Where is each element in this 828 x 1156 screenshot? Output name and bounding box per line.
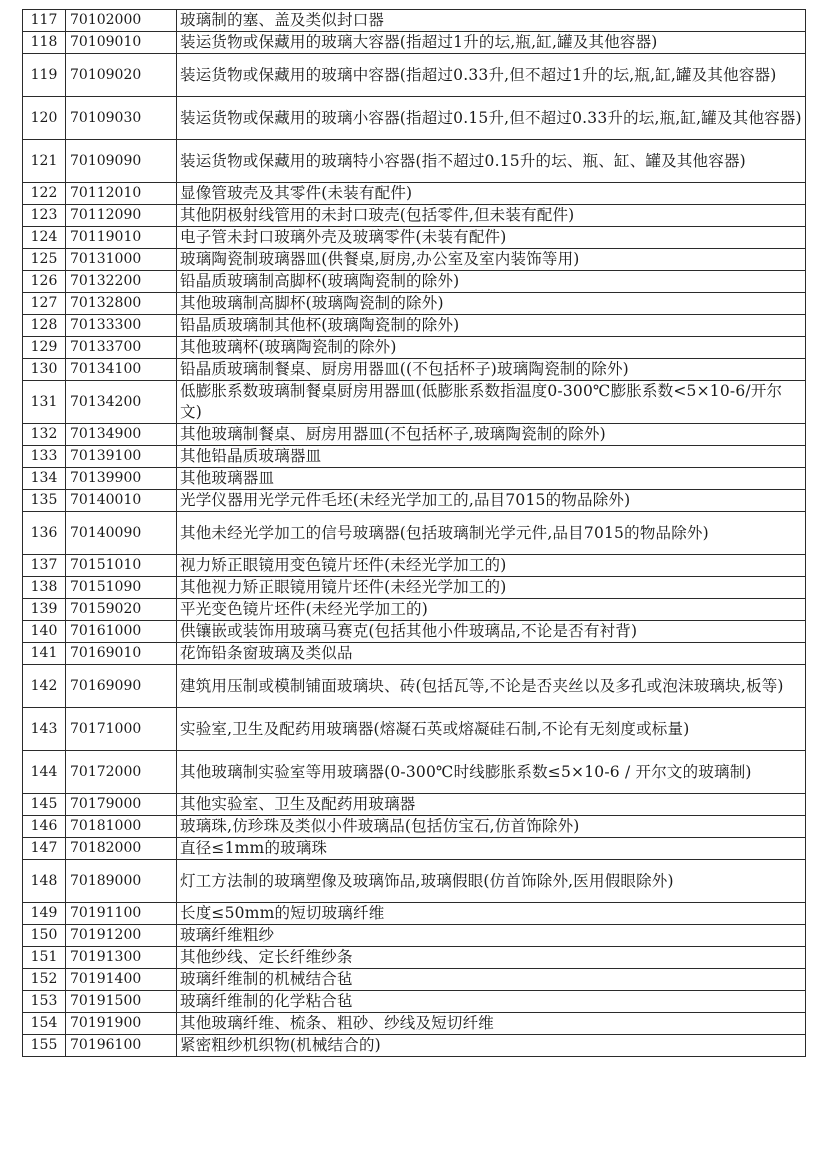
tariff-code-cell: 70139900 <box>66 468 177 490</box>
tariff-code-cell: 70140090 <box>66 512 177 555</box>
tariff-code-cell: 70191200 <box>66 925 177 947</box>
tariff-code-cell: 70191300 <box>66 947 177 969</box>
row-number-cell: 133 <box>23 446 66 468</box>
row-number-cell: 120 <box>23 97 66 140</box>
row-number-cell: 152 <box>23 969 66 991</box>
row-number-cell: 145 <box>23 794 66 816</box>
description-cell: 装运货物或保藏用的玻璃小容器(指超过0.15升,但不超过0.33升的坛,瓶,缸,罐及其他容器) <box>177 97 806 140</box>
description-cell: 平光变色镜片坯件(未经光学加工的) <box>177 599 806 621</box>
tariff-code-cell: 70151010 <box>66 555 177 577</box>
table-row <box>23 794 806 816</box>
table-row <box>23 643 806 665</box>
row-number-cell: 129 <box>23 337 66 359</box>
tariff-code-cell: 70191100 <box>66 903 177 925</box>
table-row <box>23 816 806 838</box>
description-cell: 玻璃纤维制的化学粘合毡 <box>177 991 806 1013</box>
description-cell: 其他纱线、定长纤维纱条 <box>177 947 806 969</box>
row-number-cell: 128 <box>23 315 66 337</box>
table-row <box>23 315 806 337</box>
table-row <box>23 860 806 903</box>
row-number-cell: 124 <box>23 227 66 249</box>
tariff-code-cell: 70134200 <box>66 381 177 424</box>
tariff-code-cell: 70161000 <box>66 621 177 643</box>
tariff-code-cell: 70182000 <box>66 838 177 860</box>
tariff-code-cell: 70109010 <box>66 32 177 54</box>
row-number-cell: 122 <box>23 183 66 205</box>
description-cell: 其他铅晶质玻璃器皿 <box>177 446 806 468</box>
description-cell: 直径≤1mm的玻璃珠 <box>177 838 806 860</box>
row-number-cell: 148 <box>23 860 66 903</box>
tariff-code-cell: 70102000 <box>66 10 177 32</box>
description-cell: 其他玻璃制实验室等用玻璃器(0-300℃时线膨胀系数≤5×10-6 / 开尔文的玻璃制) <box>177 751 806 794</box>
table-row <box>23 577 806 599</box>
row-number-cell: 140 <box>23 621 66 643</box>
tariff-code-cell: 70191400 <box>66 969 177 991</box>
table-row <box>23 381 806 424</box>
table-row <box>23 555 806 577</box>
tariff-code-cell: 70196100 <box>66 1035 177 1057</box>
table-row <box>23 249 806 271</box>
tariff-code-cell: 70140010 <box>66 490 177 512</box>
tariff-code-cell: 70109020 <box>66 54 177 97</box>
row-number-cell: 142 <box>23 665 66 708</box>
table-row <box>23 1035 806 1057</box>
row-number-cell: 123 <box>23 205 66 227</box>
row-number-cell: 126 <box>23 271 66 293</box>
table-row <box>23 446 806 468</box>
description-cell: 玻璃纤维粗纱 <box>177 925 806 947</box>
table-row <box>23 359 806 381</box>
table-row <box>23 621 806 643</box>
row-number-cell: 141 <box>23 643 66 665</box>
row-number-cell: 132 <box>23 424 66 446</box>
tariff-code-cell: 70134100 <box>66 359 177 381</box>
row-number-cell: 136 <box>23 512 66 555</box>
row-number-cell: 137 <box>23 555 66 577</box>
table-row <box>23 140 806 183</box>
row-number-cell: 119 <box>23 54 66 97</box>
description-cell: 供镶嵌或装饰用玻璃马赛克(包括其他小件玻璃品,不论是否有衬背) <box>177 621 806 643</box>
description-cell: 电子管未封口玻璃外壳及玻璃零件(未装有配件) <box>177 227 806 249</box>
row-number-cell: 154 <box>23 1013 66 1035</box>
tariff-code-cell: 70191900 <box>66 1013 177 1035</box>
table-row <box>23 337 806 359</box>
description-cell: 显像管玻壳及其零件(未装有配件) <box>177 183 806 205</box>
row-number-cell: 151 <box>23 947 66 969</box>
row-number-cell: 138 <box>23 577 66 599</box>
description-cell: 玻璃陶瓷制玻璃器皿(供餐桌,厨房,办公室及室内装饰等用) <box>177 249 806 271</box>
description-cell: 装运货物或保藏用的玻璃中容器(指超过0.33升,但不超过1升的坛,瓶,缸,罐及其他容器) <box>177 54 806 97</box>
tariff-code-cell: 70112090 <box>66 205 177 227</box>
row-number-cell: 150 <box>23 925 66 947</box>
description-cell: 长度≤50mm的短切玻璃纤维 <box>177 903 806 925</box>
table-row <box>23 205 806 227</box>
description-cell: 装运货物或保藏用的玻璃特小容器(指不超过0.15升的坛、瓶、缸、罐及其他容器) <box>177 140 806 183</box>
tariff-code-cell: 70151090 <box>66 577 177 599</box>
table-row <box>23 903 806 925</box>
row-number-cell: 130 <box>23 359 66 381</box>
table-row <box>23 925 806 947</box>
tariff-code-cell: 70139100 <box>66 446 177 468</box>
table-row <box>23 10 806 32</box>
table-row <box>23 708 806 751</box>
tariff-code-cell: 70169090 <box>66 665 177 708</box>
table-row <box>23 991 806 1013</box>
table-row <box>23 512 806 555</box>
table-row <box>23 54 806 97</box>
row-number-cell: 143 <box>23 708 66 751</box>
tariff-code-cell: 70112010 <box>66 183 177 205</box>
row-number-cell: 146 <box>23 816 66 838</box>
table-body <box>23 10 806 1057</box>
table-row <box>23 490 806 512</box>
row-number-cell: 134 <box>23 468 66 490</box>
table-row <box>23 947 806 969</box>
table-row <box>23 751 806 794</box>
tariff-code-cell: 70189000 <box>66 860 177 903</box>
tariff-code-cell: 70109030 <box>66 97 177 140</box>
table-row <box>23 227 806 249</box>
description-cell: 低膨胀系数玻璃制餐桌厨房用器皿(低膨胀系数指温度0-300℃膨胀系数<5×10-6/开尔文) <box>177 381 806 424</box>
table-row <box>23 32 806 54</box>
row-number-cell: 118 <box>23 32 66 54</box>
description-cell: 其他视力矫正眼镜用镜片坯件(未经光学加工的) <box>177 577 806 599</box>
tariff-code-cell: 70171000 <box>66 708 177 751</box>
tariff-code-table <box>22 9 806 1057</box>
row-number-cell: 117 <box>23 10 66 32</box>
tariff-code-cell: 70191500 <box>66 991 177 1013</box>
row-number-cell: 127 <box>23 293 66 315</box>
description-cell: 铅晶质玻璃制其他杯(玻璃陶瓷制的除外) <box>177 315 806 337</box>
table-row <box>23 838 806 860</box>
description-cell: 灯工方法制的玻璃塑像及玻璃饰品,玻璃假眼(仿首饰除外,医用假眼除外) <box>177 860 806 903</box>
row-number-cell: 121 <box>23 140 66 183</box>
description-cell: 视力矫正眼镜用变色镜片坯件(未经光学加工的) <box>177 555 806 577</box>
tariff-code-cell: 70109090 <box>66 140 177 183</box>
description-cell: 实验室,卫生及配药用玻璃器(熔凝石英或熔凝硅石制,不论有无刻度或标量) <box>177 708 806 751</box>
tariff-code-cell: 70159020 <box>66 599 177 621</box>
description-cell: 铅晶质玻璃制高脚杯(玻璃陶瓷制的除外) <box>177 271 806 293</box>
row-number-cell: 135 <box>23 490 66 512</box>
table-row <box>23 1013 806 1035</box>
tariff-code-cell: 70179000 <box>66 794 177 816</box>
table-row <box>23 468 806 490</box>
description-cell: 其他玻璃杯(玻璃陶瓷制的除外) <box>177 337 806 359</box>
table-row <box>23 293 806 315</box>
table-row <box>23 599 806 621</box>
row-number-cell: 147 <box>23 838 66 860</box>
description-cell: 其他玻璃制高脚杯(玻璃陶瓷制的除外) <box>177 293 806 315</box>
description-cell: 光学仪器用光学元件毛坯(未经光学加工的,品目7015的物品除外) <box>177 490 806 512</box>
tariff-code-cell: 70172000 <box>66 751 177 794</box>
row-number-cell: 139 <box>23 599 66 621</box>
table-row <box>23 97 806 140</box>
description-cell: 玻璃制的塞、盖及类似封口器 <box>177 10 806 32</box>
description-cell: 玻璃珠,仿珍珠及类似小件玻璃品(包括仿宝石,仿首饰除外) <box>177 816 806 838</box>
description-cell: 玻璃纤维制的机械结合毡 <box>177 969 806 991</box>
description-cell: 其他阴极射线管用的未封口玻壳(包括零件,但未装有配件) <box>177 205 806 227</box>
tariff-code-cell: 70181000 <box>66 816 177 838</box>
row-number-cell: 155 <box>23 1035 66 1057</box>
tariff-code-cell: 70119010 <box>66 227 177 249</box>
description-cell: 其他实验室、卫生及配药用玻璃器 <box>177 794 806 816</box>
tariff-code-cell: 70169010 <box>66 643 177 665</box>
description-cell: 其他玻璃纤维、梳条、粗砂、纱线及短切纤维 <box>177 1013 806 1035</box>
row-number-cell: 149 <box>23 903 66 925</box>
tariff-code-cell: 70132200 <box>66 271 177 293</box>
row-number-cell: 153 <box>23 991 66 1013</box>
tariff-code-cell: 70131000 <box>66 249 177 271</box>
row-number-cell: 131 <box>23 381 66 424</box>
description-cell: 铅晶质玻璃制餐桌、厨房用器皿((不包括杯子)玻璃陶瓷制的除外) <box>177 359 806 381</box>
tariff-code-cell: 70133300 <box>66 315 177 337</box>
table-row <box>23 271 806 293</box>
tariff-code-cell: 70132800 <box>66 293 177 315</box>
description-cell: 紧密粗纱机织物(机械结合的) <box>177 1035 806 1057</box>
description-cell: 其他未经光学加工的信号玻璃器(包括玻璃制光学元件,品目7015的物品除外) <box>177 512 806 555</box>
row-number-cell: 144 <box>23 751 66 794</box>
row-number-cell: 125 <box>23 249 66 271</box>
description-cell: 其他玻璃器皿 <box>177 468 806 490</box>
description-cell: 花饰铅条窗玻璃及类似品 <box>177 643 806 665</box>
table-row <box>23 183 806 205</box>
description-cell: 其他玻璃制餐桌、厨房用器皿(不包括杯子,玻璃陶瓷制的除外) <box>177 424 806 446</box>
table-row <box>23 969 806 991</box>
description-cell: 建筑用压制或模制铺面玻璃块、砖(包括瓦等,不论是否夹丝以及多孔或泡沫玻璃块,板等) <box>177 665 806 708</box>
description-cell: 装运货物或保藏用的玻璃大容器(指超过1升的坛,瓶,缸,罐及其他容器) <box>177 32 806 54</box>
table-row <box>23 665 806 708</box>
table-row <box>23 424 806 446</box>
tariff-code-cell: 70134900 <box>66 424 177 446</box>
tariff-code-cell: 70133700 <box>66 337 177 359</box>
document-page <box>22 9 806 1057</box>
